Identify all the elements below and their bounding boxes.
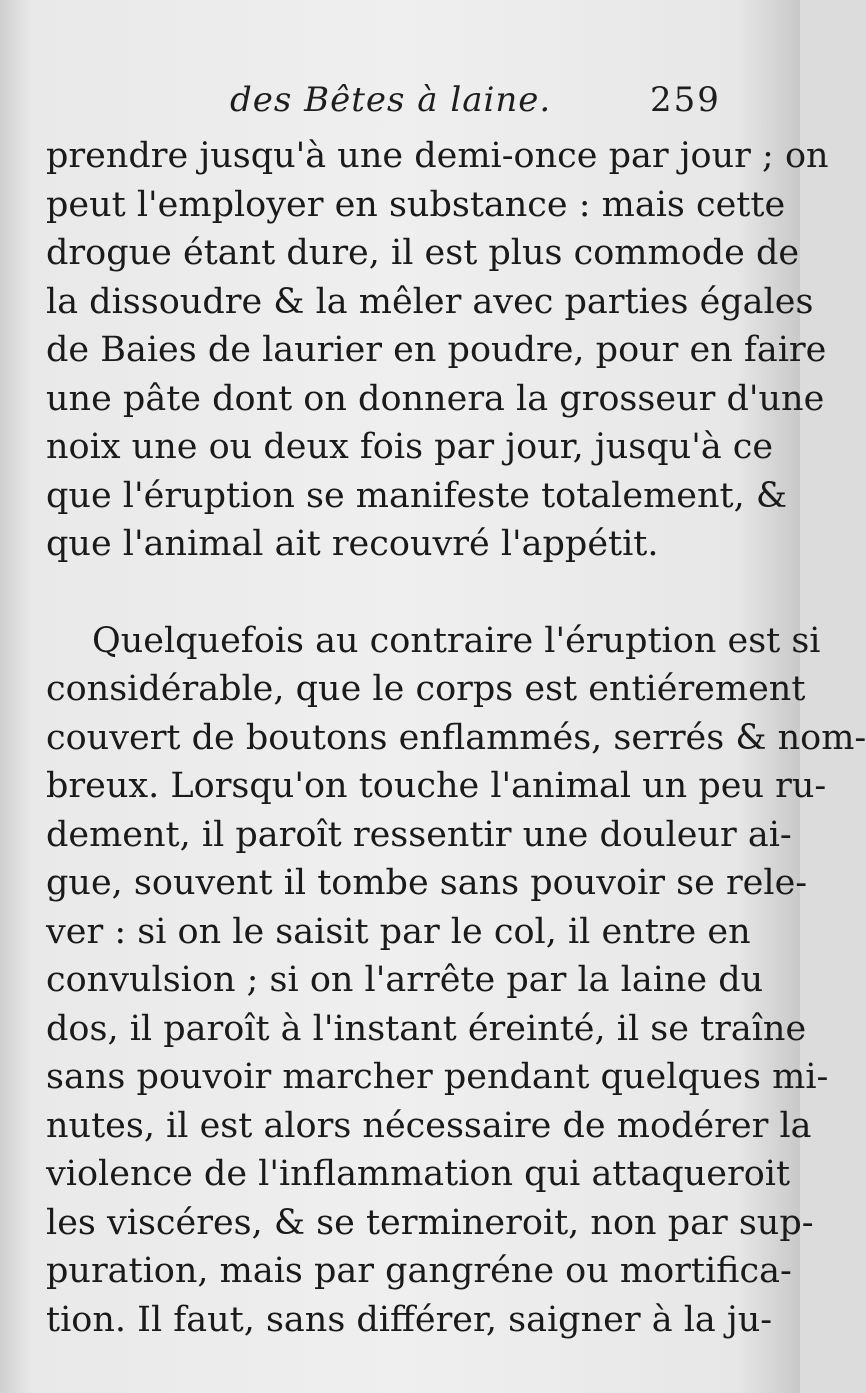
text-line: couvert de boutons enflammés, serrés & nom- (46, 717, 866, 758)
text-line: tion. Il faut, sans différer, saigner à la ju- (46, 1299, 773, 1340)
text-line: breux. Lorsqu'on touche l'animal un peu ru- (46, 766, 827, 806)
text-line: que l'animal ait recouvré l'appétit. (46, 524, 659, 564)
text-line: dos, il paroît à l'instant éreinté, il se traîne (46, 1008, 807, 1049)
text-line: peut l'employer en substance : mais cette (46, 184, 786, 225)
text-line: de Baies de laurier en poudre, pour en faire (46, 330, 827, 370)
running-title: des Bêtes à laine. (230, 80, 552, 120)
text-line: que l'éruption se manifeste totalement, & (46, 475, 787, 516)
text-line: nutes, il est alors nécessaire de modérer la (46, 1105, 812, 1146)
text-line: puration, mais par gangréne ou mortifica- (46, 1251, 792, 1291)
paragraph-gap (46, 569, 746, 617)
text-line: violence de l'inflammation qui attaqueroit (46, 1154, 791, 1194)
text-line: convulsion ; si on l'arrête par la laine du (46, 960, 764, 1000)
body-text (46, 132, 866, 1344)
text-line: considérable, que le corps est entiérement (46, 669, 806, 709)
text-line: gue, souvent il tombe sans pouvoir se rele- (46, 863, 808, 903)
page-header (0, 72, 800, 128)
text-line: la dissoudre & la mêler avec parties égales (46, 281, 814, 322)
text-line: les viscéres, & se termineroit, non par sup- (46, 1202, 814, 1243)
text-line: noix une ou deux fois par jour, jusqu'à ce (46, 427, 774, 467)
text-line: drogue étant dure, il est plus commode de (46, 233, 800, 273)
paragraph-2 (46, 617, 866, 1345)
paragraph-1 (46, 132, 829, 569)
text-line: Quelquefois au contraire l'éruption est si (92, 620, 821, 661)
text-line: prendre jusqu'à une demi-once par jour ; on (46, 136, 829, 176)
text-line: ver : si on le saisit par le col, il entre en (46, 911, 751, 952)
text-line: sans pouvoir marcher pendant quelques mi- (46, 1057, 829, 1097)
page-number: 259 (650, 80, 721, 120)
text-line: dement, il paroît ressentir une douleur ai- (46, 814, 792, 855)
text-line: une pâte dont on donnera la grosseur d'une (46, 378, 825, 419)
